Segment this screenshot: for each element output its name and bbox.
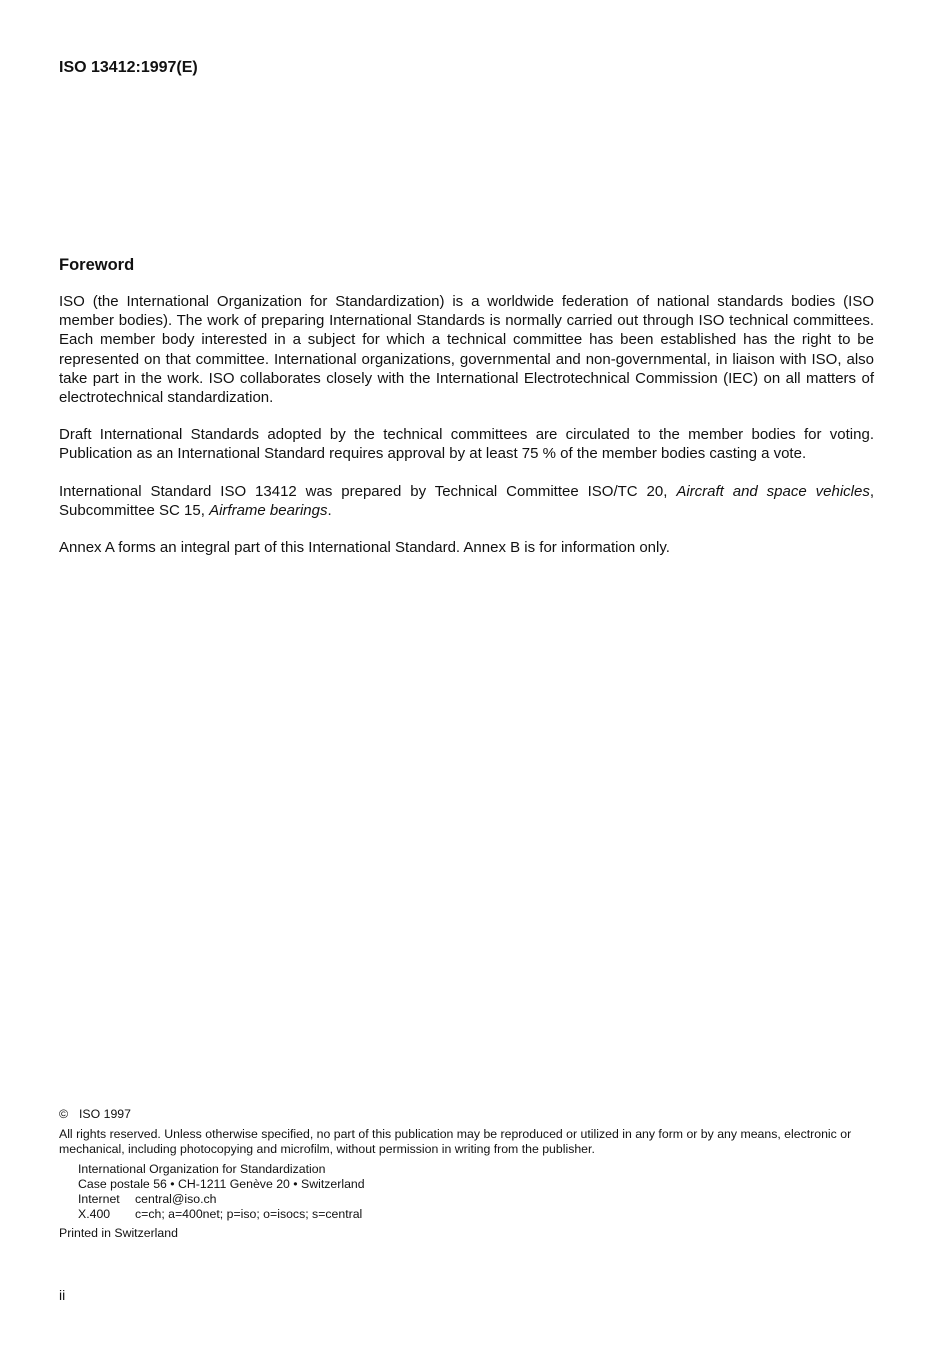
foreword-paragraph-4: Annex A forms an integral part of this International Standard. Annex B is for information only. xyxy=(59,539,670,557)
document-id: ISO 13412:1997(E) xyxy=(59,59,198,76)
foreword-section xyxy=(59,256,874,575)
foreword-paragraph-3 xyxy=(59,482,874,520)
x400-row xyxy=(78,1207,879,1222)
x400-label: X.400 xyxy=(78,1207,111,1222)
publisher-name: International Organization for Standardization xyxy=(78,1161,326,1176)
committee-title: Aircraft and space vehicles xyxy=(676,482,870,500)
rights-statement: All rights reserved. Unless otherwise specified, no part of this publication may be reproduced or utilized in any form or by any means, electronic or mechanical, including photocopying and microfilm, without permission in writing from the publisher. xyxy=(59,1127,852,1157)
p3-text-3: . xyxy=(327,501,332,519)
internet-row xyxy=(78,1192,879,1207)
copyright-line xyxy=(59,1107,879,1122)
p3-text-1: International Standard ISO 13412 was prepared by Technical Committee ISO/TC 20, xyxy=(59,482,677,500)
x400-value: c=ch; a=400net; p=iso; o=isocs; s=central xyxy=(135,1207,363,1222)
internet-value: central@iso.ch xyxy=(135,1192,217,1207)
copyright-icon: © xyxy=(59,1107,69,1121)
page-number: ii xyxy=(59,1287,66,1303)
foreword-paragraph-2: Draft International Standards adopted by the technical committees are circulated to the member bodies for voting. Publication as an International Standard requires approval by at least 75 % of the member bodies casting a vote. xyxy=(59,426,874,463)
internet-label: Internet xyxy=(78,1192,120,1207)
copyright-notice xyxy=(59,1107,879,1242)
copyright-year: ISO 1997 xyxy=(79,1107,131,1121)
subcommittee-title: Airframe bearings xyxy=(209,501,328,519)
p3-text-2: , Subcommittee SC 15, xyxy=(59,482,874,519)
publisher-address xyxy=(59,1162,879,1223)
postal-address: Case postale 56 • CH-1211 Genève 20 • Switzerland xyxy=(78,1176,365,1191)
printed-in: Printed in Switzerland xyxy=(59,1226,178,1241)
foreword-title: Foreword xyxy=(59,256,135,274)
foreword-paragraph-1: ISO (the International Organization for Standardization) is a worldwide federation of national standards bodies (ISO member bodies). The work of preparing International Standards is normally carried out through ISO technical committees. Each member body interested in a subject for which a technical committee has been established has the right to be represented on that committee. International organizations, governmental and non-governmental, in liaison with ISO, also take part in the work. ISO collaborates closely with the International Electrotechnical Commission (IEC) on all matters of electrotechnical standardization. xyxy=(59,293,874,407)
